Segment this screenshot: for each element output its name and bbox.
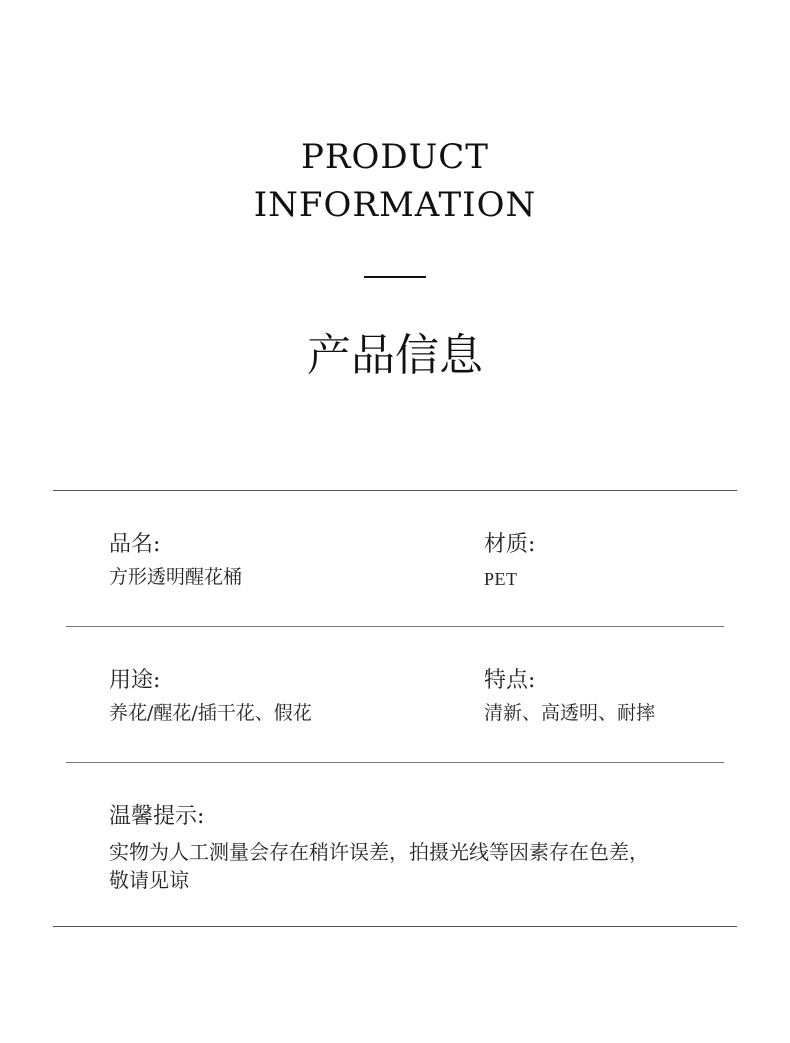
feature-label: 特点: <box>484 668 536 693</box>
top-rule <box>53 490 737 491</box>
material-label: 材质: <box>484 532 536 557</box>
usage-value: 养花/醒花/插干花、假花 <box>109 702 312 724</box>
page-title-en-line1: PRODUCT <box>301 137 489 177</box>
page-title-en-line2: INFORMATION <box>253 185 537 225</box>
feature-value: 清新、高透明、耐摔 <box>484 702 656 724</box>
notice-text <box>109 838 709 894</box>
material-value: PET <box>484 569 518 589</box>
notice-text-line2: 敬请见谅 <box>109 868 189 892</box>
usage-label: 用途: <box>109 668 161 693</box>
notice-text-line1: 实物为人工测量会存在稍许误差，拍摄光线等因素存在色差， <box>109 840 649 864</box>
name-value: 方形透明醒花桶 <box>109 566 243 588</box>
notice-label: 温馨提示: <box>109 804 205 829</box>
row-divider-1 <box>66 626 724 627</box>
row-divider-2 <box>66 762 724 763</box>
name-label: 品名: <box>109 532 161 557</box>
page-title-cn: 产品信息 <box>307 330 483 381</box>
title-divider <box>364 276 426 278</box>
bottom-rule <box>53 926 737 927</box>
